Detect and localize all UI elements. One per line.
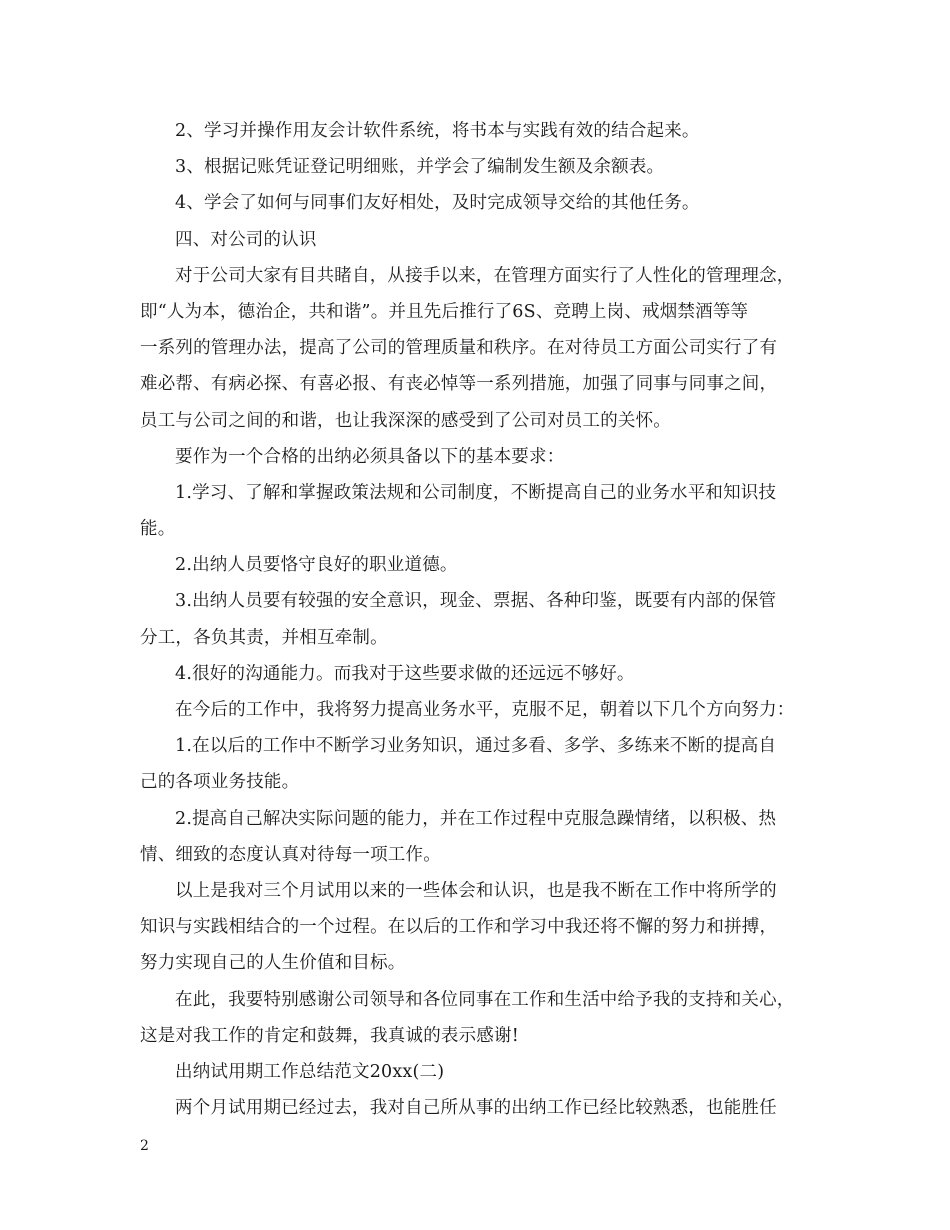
text-line: 1.在以后的工作中不断学习业务知识，通过多看、多学、多练来不断的提高自: [175, 736, 777, 757]
section-title: 出纳试用期工作总结范文20xx(二): [175, 1061, 445, 1082]
text-line: 在此，我要特别感谢公司领导和各位同事在工作和生活中给予我的支持和关心，: [175, 989, 795, 1010]
text-line: 4.很好的沟通能力。而我对于这些要求做的还远远不够好。: [175, 663, 635, 684]
text-line: 一系列的管理办法，提高了公司的管理质量和秩序。在对待员工方面公司实行了有: [140, 338, 778, 359]
text-line: 难必帮、有病必探、有喜必报、有丧必悼等一系列措施，加强了同事与同事之间，: [140, 374, 778, 395]
text-line: 要作为一个合格的出纳必须具备以下的基本要求：: [175, 446, 565, 467]
text-line: 2.提高自己解决实际问题的能力，并在工作过程中克服急躁情绪，以积极、热: [175, 808, 777, 829]
text-line: 己的各项业务技能。: [140, 772, 300, 793]
text-line: 努力实现自己的人生价值和目标。: [140, 953, 406, 974]
text-line: 员工与公司之间的和谐，也让我深深的感受到了公司对员工的关怀。: [140, 410, 671, 431]
section-heading: 四、对公司的认识: [175, 229, 317, 250]
document-body: [140, 113, 830, 1126]
text-line: 1.学习、了解和掌握政策法规和公司制度，不断提高自己的业务水平和知识技: [175, 482, 777, 503]
text-line: 能。: [140, 519, 176, 540]
text-line: 2、学习并操作用友会计软件系统，将书本与实践有效的结合起来。: [175, 121, 700, 141]
text-line: 3、根据记账凭证登记明细账，并学会了编制发生额及余额表。: [175, 157, 665, 178]
text-line: 分工，各负其责，并相互牵制。: [140, 627, 388, 648]
text-line: 这是对我工作的肯定和鼓舞，我真诚的表示感谢!: [140, 1025, 519, 1046]
text-line: 对于公司大家有目共睹自，从接手以来，在管理方面实行了人性化的管理理念，: [175, 265, 795, 286]
text-line: 即“人为本，德治企，共和谐”。并且先后推行了6S、竞聘上岗、戒烟禁酒等等: [140, 301, 749, 322]
page-number: 2: [140, 1138, 149, 1154]
text-line: 4、学会了如何与同事们友好相处，及时完成领导交给的其他任务。: [175, 193, 700, 214]
text-line: 在今后的工作中，我将努力提高业务水平，克服不足，朝着以下几个方向努力：: [175, 700, 795, 720]
text-line: 2.出纳人员要恪守良好的职业道德。: [175, 555, 458, 576]
text-line: 两个月试用期已经过去，我对自己所从事的出纳工作已经比较熟悉，也能胜任: [175, 1098, 777, 1119]
text-line: 知识与实践相结合的一个过程。在以后的工作和学习中我还将不懈的努力和拼搏，: [140, 917, 778, 938]
text-line: 情、细致的态度认真对待每一项工作。: [140, 844, 441, 865]
text-line: 3.出纳人员要有较强的安全意识，现金、票据、各种印鉴，既要有内部的保管: [175, 591, 777, 612]
text-line: 以上是我对三个月试用以来的一些体会和认识，也是我不断在工作中将所学的: [175, 880, 777, 901]
